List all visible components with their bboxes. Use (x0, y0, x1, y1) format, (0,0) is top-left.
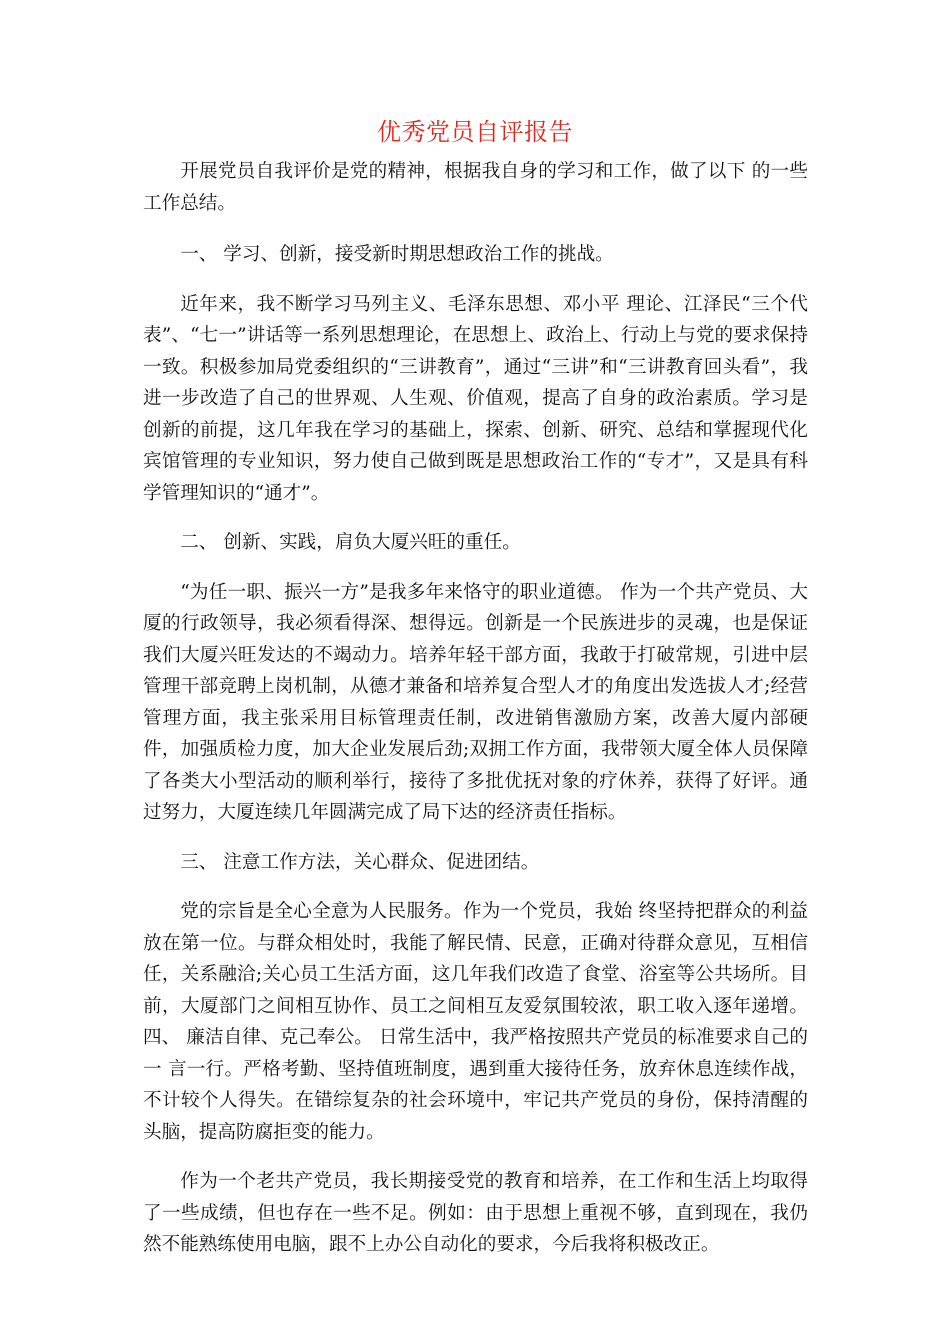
document-body (143, 156, 808, 1279)
document-title: 优秀党员自评报告 (377, 118, 573, 146)
section-heading-2: 二、 创新、实践，肩负大厦兴旺的重任。 (180, 532, 521, 553)
section-heading-3: 三、 注意工作方法，关心群众、促进团结。 (180, 851, 540, 873)
section-heading-1: 一、 学习、创新，接受新时期思想政治工作的挑战。 (180, 244, 614, 265)
section-3-paragraph: 党的宗旨是全心全意为人民服务。作为一个党员，我始 终坚持把群众的利益放在第一位。与群众相处时，我能了解民情、民意，正确对待群众意见，互相信任，关系融洽;关心员工生活方面，这几年我们改造了食堂、浴室等公共场所。目前，大厦部门之间相互协作、员工之间相互友爱氛围较浓，职工收入逐年递增。 四、 廉洁自律、克己奉公。 日常生活中，我严格按照共产党员的标准要求自己的一 言一行。严格考勤、坚持值班制度，遇到重大接待任务，放弃休息连续作战，不计较个人得失。在错综复杂的社会环境中，牢记共产党员的身份，保持清醒的头脑，提高防腐拒变的能力。 (143, 901, 808, 1143)
intro-paragraph: 开展党员自我评价是党的精神，根据我自身的学习和工作，做了以下 的一些工作总结。 (143, 161, 808, 214)
section-1-paragraph: 近年来，我不断学习马列主义、毛泽东思想、邓小平 理论、江泽民“三个代表”、“七一”讲话等一系列思想理论，在思想上、政治上、行动上与党的要求保持一致。积极参加局党委组织的“三讲教育”，通过“三讲”和“三讲教育回头看”，我进一步改造了自己的世界观、人生观、价值观，提高了自身的政治素质。学习是创新的前提，这几年我在学习的基础上，探索、创新、研究、总结和掌握现代化宾馆管理的专业知识，努力使自己做到既是思想政治工作的“专才”，又是具有科学管理知识的“通才”。 (143, 293, 808, 504)
closing-paragraph: 作为一个老共产党员，我长期接受党的教育和培养，在工作和生活上均取得了一些成绩，但也存在一些不足。例如：由于思想上重视不够，直到现在，我仍然不能熟练使用电脑，跟不上办公自动化的要求，今后我将积极改正。 (143, 1171, 808, 1255)
section-2-paragraph: “为任一职、振兴一方”是我多年来恪守的职业道德。 作为一个共产党员、大厦的行政领导，我必须看得深、想得远。创新是一个民族进步的灵魂，也是保证我们大厦兴旺发达的不竭动力。培养年轻干部方面，我敢于打破常规，引进中层管理干部竞聘上岗机制，从德才兼备和培养复合型人才的角度出发选拔人才;经营管理方面，我主张采用目标管理责任制，改进销售激励方案，改善大厦内部硬件，加强质检力度，加大企业发展后劲;双拥工作方面，我带领大厦全体人员保障了各类大小型活动的顺利举行，接待了多批优抚对象的疗休养，获得了好评。通过努力，大厦连续几年圆满完成了局下达的经济责任指标。 (143, 581, 808, 823)
